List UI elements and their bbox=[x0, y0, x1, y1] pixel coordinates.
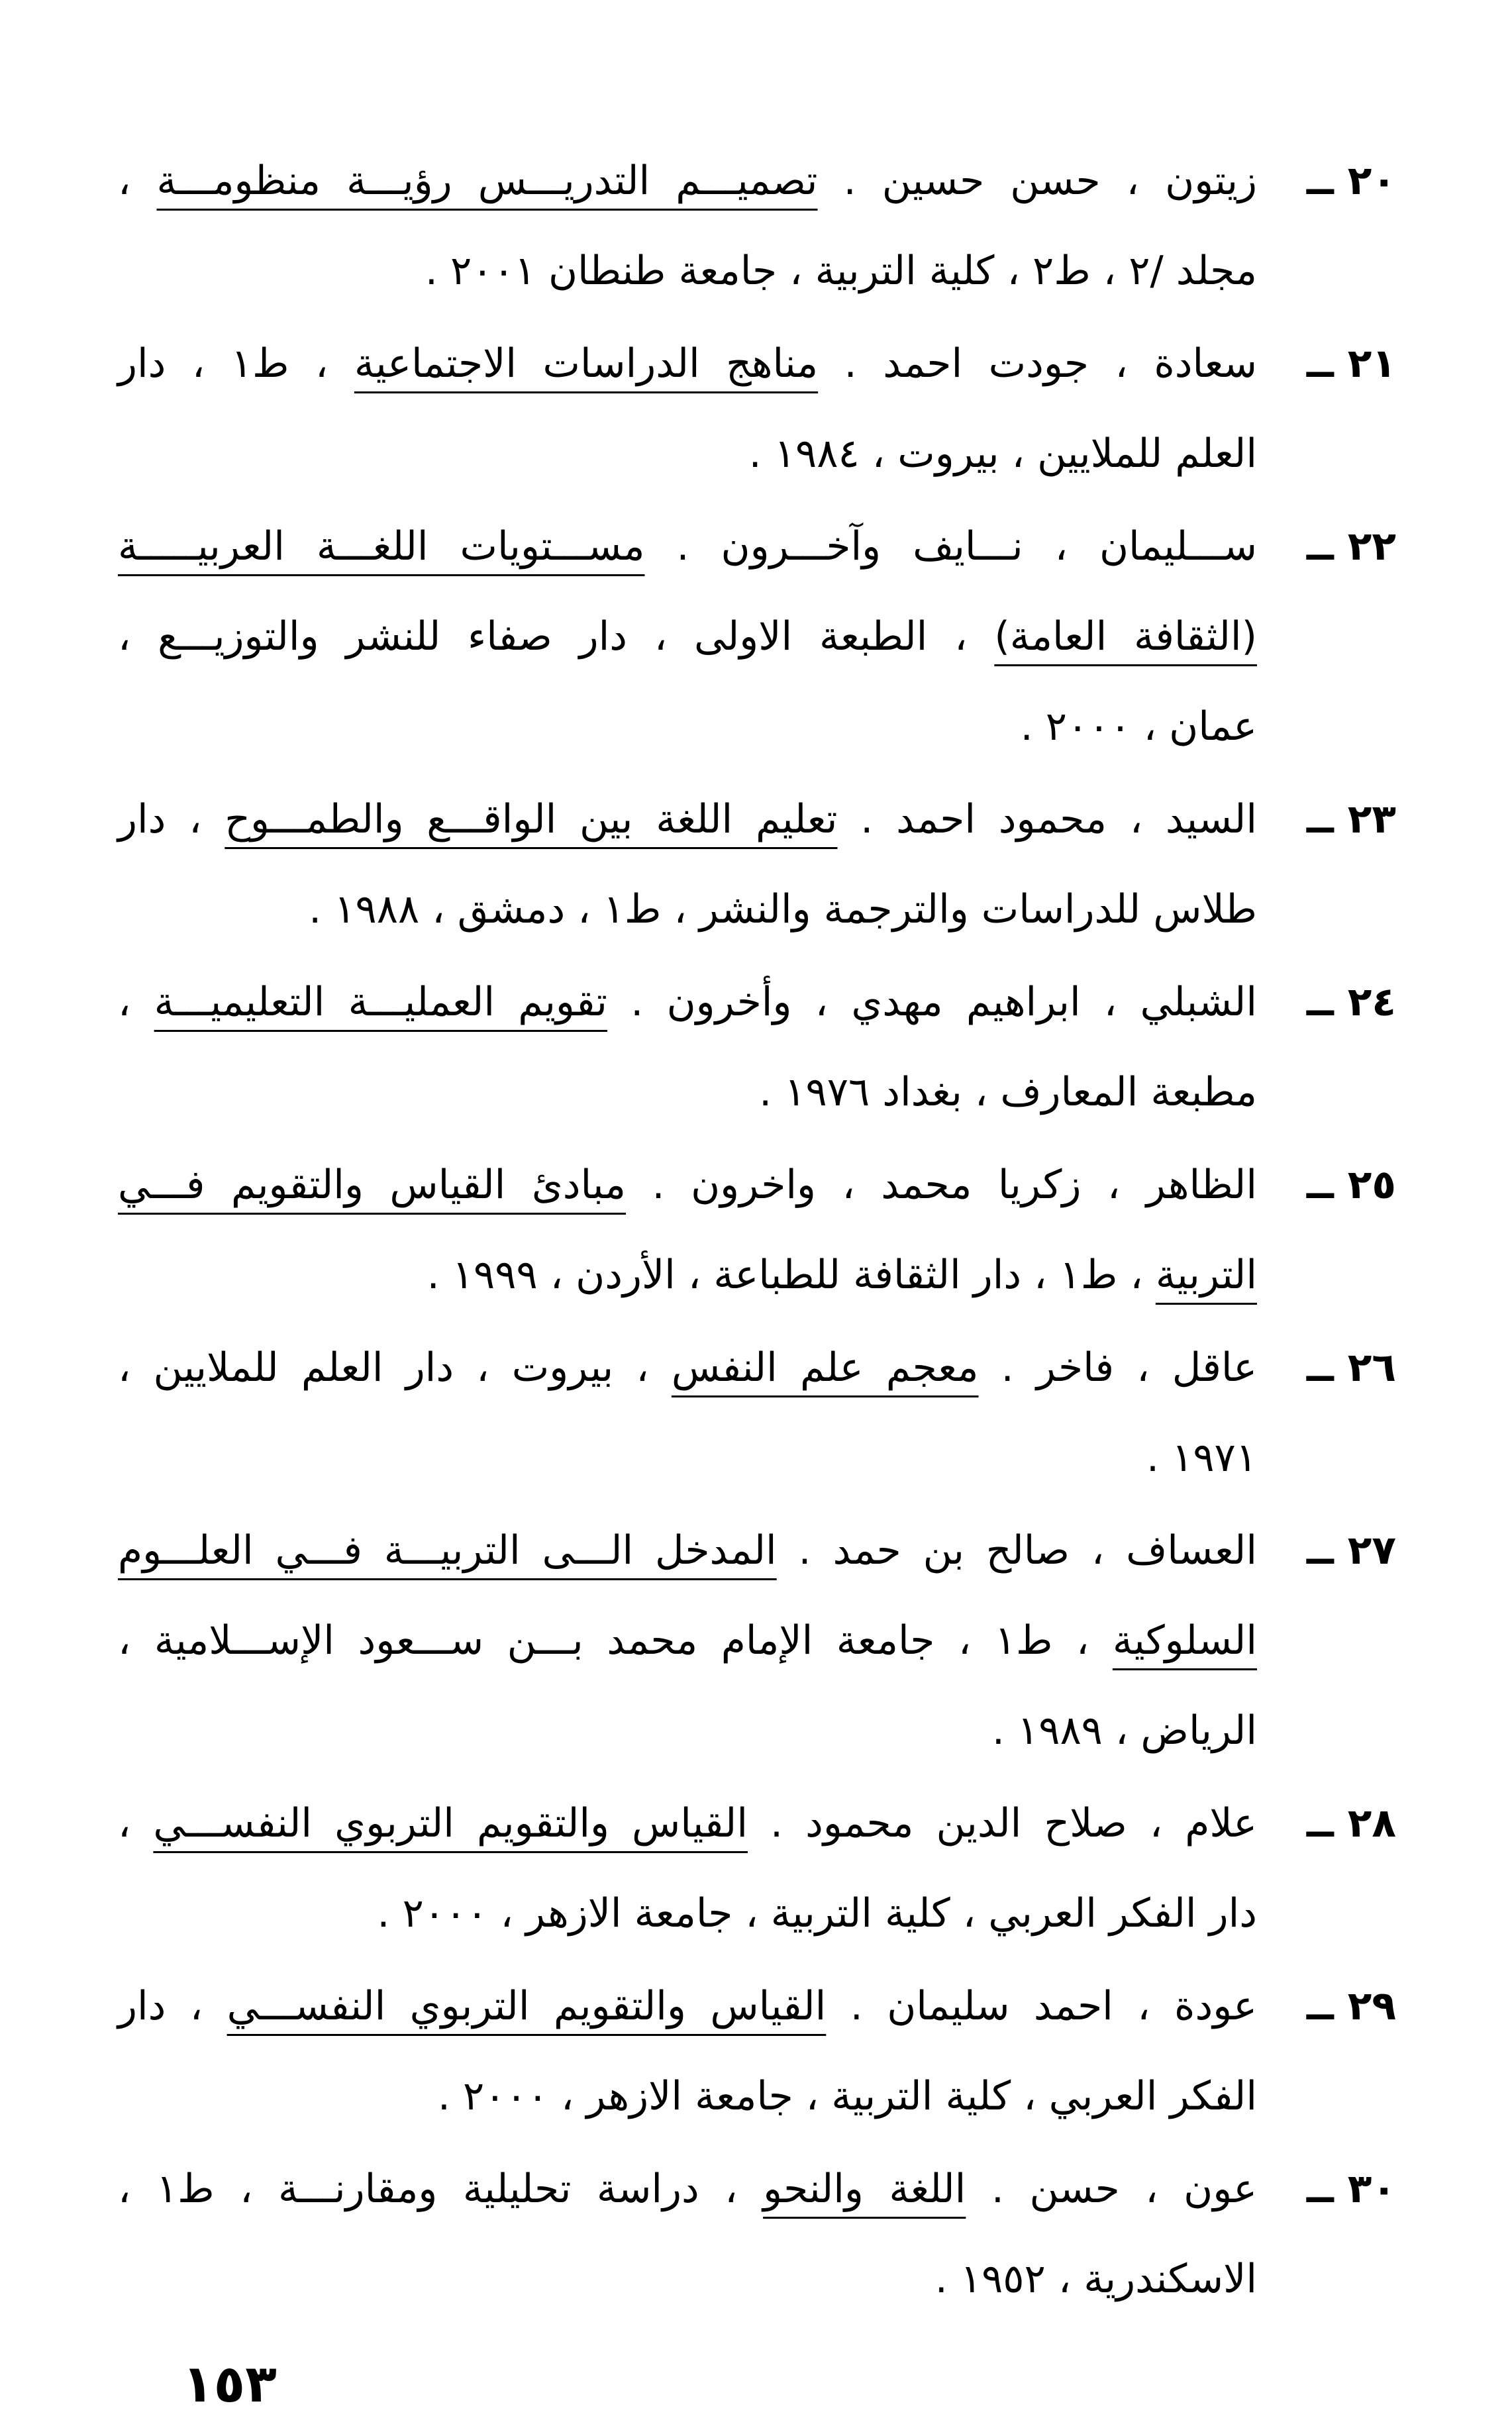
reference-line bbox=[118, 1961, 1257, 2051]
reference-title-underlined: معجم علم النفس bbox=[671, 1344, 979, 1391]
reference-line bbox=[118, 2234, 1257, 2324]
reference-segment: العساف ، صالح بن حمد . bbox=[776, 1527, 1257, 1574]
reference-segment: عون ، حسن . bbox=[966, 2166, 1258, 2212]
reference-line bbox=[118, 774, 1257, 864]
reference-title-underlined: مســـتويات اللغـــة العربيـــــة bbox=[118, 523, 645, 570]
reference-entry bbox=[118, 1778, 1396, 1958]
reference-title-underlined: القياس والتقويم التربوي النفســـي bbox=[153, 1800, 748, 1847]
reference-entry bbox=[118, 501, 1396, 772]
reference-number: ٢٣ ــ bbox=[1306, 796, 1396, 842]
reference-segment: الشبلي ، ابراهيم مهدي ، وأخرون . bbox=[607, 979, 1258, 1025]
reference-text bbox=[118, 1961, 1257, 2141]
reference-line bbox=[118, 1230, 1257, 1320]
reference-entry bbox=[118, 136, 1396, 316]
reference-title-underlined: اللغة والنحو bbox=[763, 2166, 966, 2212]
reference-title-underlined: التربية bbox=[1155, 1252, 1257, 1298]
reference-line bbox=[118, 957, 1257, 1047]
reference-title-underlined: السلوكية bbox=[1112, 1617, 1258, 1664]
reference-segment: طلاس للدراسات والترجمة والنشر ، ط١ ، دمشق ، ١٩٨٨ . bbox=[309, 886, 1257, 933]
page-number: ١٥٣ bbox=[182, 2354, 277, 2414]
reference-entry bbox=[118, 957, 1396, 1137]
reference-text bbox=[118, 774, 1257, 954]
reference-number: ٢٦ ــ bbox=[1306, 1344, 1396, 1391]
reference-segment: ، الطبعة الاولى ، دار صفاء للنشر والتوزيـــع ، bbox=[118, 613, 995, 660]
reference-number: ٢٩ ــ bbox=[1306, 1983, 1396, 2029]
reference-segment: ، ط١ ، دار bbox=[118, 340, 354, 387]
reference-segment: عاقل ، فاخر . bbox=[978, 1344, 1258, 1391]
reference-title-underlined: (الثقافة العامة) bbox=[994, 613, 1257, 660]
reference-text bbox=[118, 1778, 1257, 1958]
reference-line bbox=[118, 1140, 1257, 1230]
reference-title-underlined: المدخل الـــى التربيـــة فـــي العلـــوم bbox=[118, 1527, 777, 1574]
reference-title-underlined: تقويم العمليـــة التعليميـــة bbox=[154, 979, 607, 1025]
reference-number: ٢١ ــ bbox=[1306, 340, 1396, 387]
reference-segment: ، ط١ ، دار الثقافة للطباعة ، الأردن ، ١٩٩٩ . bbox=[427, 1252, 1156, 1298]
reference-line bbox=[118, 136, 1257, 226]
reference-number: ٢٤ ــ bbox=[1306, 979, 1396, 1025]
reference-line bbox=[118, 1047, 1257, 1137]
reference-line bbox=[118, 319, 1257, 409]
reference-entry bbox=[118, 319, 1396, 499]
reference-entry bbox=[118, 1505, 1396, 1776]
reference-line bbox=[118, 1505, 1257, 1595]
reference-line bbox=[118, 226, 1257, 316]
reference-line bbox=[118, 2144, 1257, 2234]
reference-title-underlined: القياس والتقويم التربوي النفســـي bbox=[227, 1983, 827, 2029]
reference-number: ٢٧ ــ bbox=[1306, 1527, 1396, 1574]
reference-text bbox=[118, 319, 1257, 499]
reference-line bbox=[118, 2051, 1257, 2141]
reference-segment: مطبعة المعارف ، بغداد ١٩٧٦ . bbox=[759, 1069, 1257, 1115]
reference-number: ٣٠ ــ bbox=[1306, 2166, 1396, 2212]
reference-number: ٢٨ ــ bbox=[1306, 1800, 1396, 1847]
reference-text bbox=[118, 136, 1257, 316]
reference-segment: الاسكندرية ، ١٩٥٢ . bbox=[934, 2256, 1257, 2302]
reference-segment: السيد ، محمود احمد . bbox=[837, 796, 1258, 842]
reference-line bbox=[118, 864, 1257, 954]
reference-entry bbox=[118, 2144, 1396, 2324]
reference-text bbox=[118, 957, 1257, 1137]
reference-segment: ، bbox=[118, 1800, 154, 1847]
reference-line bbox=[118, 1778, 1257, 1868]
reference-segment: ، bbox=[118, 979, 154, 1025]
reference-text bbox=[118, 1140, 1257, 1320]
reference-segment: ، bbox=[118, 158, 157, 204]
reference-segment: زيتون ، حسن حسين . bbox=[817, 158, 1257, 204]
reference-segment: عمان ، ٢٠٠٠ . bbox=[1020, 703, 1257, 750]
reference-list bbox=[118, 136, 1396, 2327]
reference-line bbox=[118, 409, 1257, 499]
reference-segment: الرياض ، ١٩٨٩ . bbox=[991, 1707, 1257, 1754]
reference-text bbox=[118, 1323, 1257, 1503]
reference-line bbox=[118, 682, 1257, 772]
reference-title-underlined: تصميـــم التدريـــس رؤيـــة منظومـــة bbox=[156, 158, 818, 204]
reference-line bbox=[118, 1323, 1257, 1413]
reference-text bbox=[118, 2144, 1257, 2324]
reference-segment: عودة ، احمد سليمان . bbox=[826, 1983, 1258, 2029]
reference-line bbox=[118, 1595, 1257, 1686]
reference-entry bbox=[118, 1140, 1396, 1320]
reference-segment: ، دار bbox=[118, 796, 225, 842]
reference-line bbox=[118, 591, 1257, 682]
reference-title-underlined: مبادئ القياس والتقويم فـــي bbox=[118, 1162, 627, 1208]
reference-number: ٢٢ ــ bbox=[1306, 523, 1396, 570]
reference-line bbox=[118, 501, 1257, 591]
reference-segment: دار الفكر العربي ، كلية التربية ، جامعة الازهر ، ٢٠٠٠ . bbox=[377, 1890, 1257, 1937]
reference-segment: مجلد /٢ ، ط٢ ، كلية التربية ، جامعة طنطان ٢٠٠١ . bbox=[425, 248, 1257, 294]
reference-title-underlined: تعليم اللغة بين الواقـــع والطمـــوح bbox=[225, 796, 838, 842]
reference-line bbox=[118, 1686, 1257, 1776]
reference-segment: الفكر العربي ، كلية التربية ، جامعة الازهر ، ٢٠٠٠ . bbox=[437, 2073, 1257, 2119]
reference-segment: ١٩٧١ . bbox=[1146, 1435, 1257, 1481]
reference-segment: ، دار bbox=[118, 1983, 227, 2029]
reference-line bbox=[118, 1868, 1257, 1958]
reference-segment: ، بيروت ، دار العلم للملايين ، bbox=[118, 1344, 672, 1391]
reference-segment: ، ط١ ، جامعة الإمام محمد بـــن ســـعود الإســـلامية ، bbox=[118, 1617, 1113, 1664]
reference-text bbox=[118, 501, 1257, 772]
reference-text bbox=[118, 1505, 1257, 1776]
reference-number: ٢٥ ــ bbox=[1306, 1162, 1396, 1208]
reference-line bbox=[118, 1413, 1257, 1503]
reference-segment: العلم للملايين ، بيروت ، ١٩٨٤ . bbox=[748, 430, 1257, 477]
reference-segment: الظاهر ، زكريا محمد ، واخرون . bbox=[626, 1162, 1258, 1208]
reference-title-underlined: مناهج الدراسات الاجتماعية bbox=[354, 340, 819, 387]
reference-number: ٢٠ ــ bbox=[1306, 158, 1396, 204]
reference-entry bbox=[118, 1961, 1396, 2141]
reference-segment: سعادة ، جودت احمد . bbox=[818, 340, 1258, 387]
reference-segment: ، دراسة تحليلية ومقارنـــة ، ط١ ، bbox=[118, 2166, 764, 2212]
reference-entry bbox=[118, 774, 1396, 954]
reference-segment: ســـليمان ، نـــايف وآخـــرون . bbox=[644, 523, 1257, 570]
reference-entry bbox=[118, 1323, 1396, 1503]
reference-segment: علام ، صلاح الدين محمود . bbox=[748, 1800, 1258, 1847]
